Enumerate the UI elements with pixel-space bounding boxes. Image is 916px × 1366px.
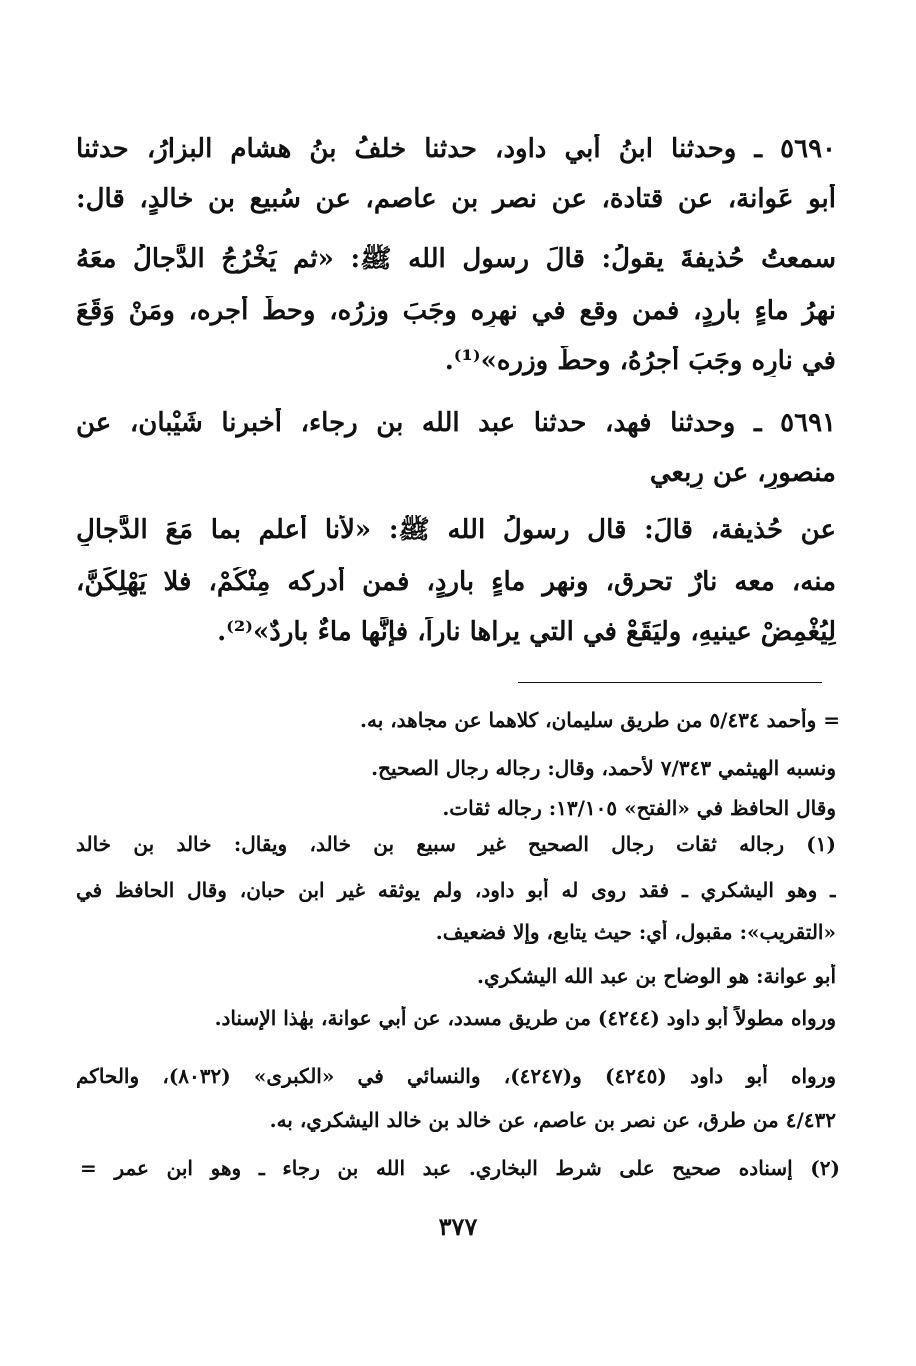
main-text-line: ٥٦٩١ ـ وحدثنا فهد، حدثنا عبد الله بن رجاء، أخبرنا شَيْبان، عن <box>76 408 836 438</box>
main-text-line: عن حُذيفة، قالَ: قال رسولُ الله ﷺ: «لأنا أعلم بما مَعَ الدَّجالِ <box>76 515 836 545</box>
main-text-line: في نارِه وجَبَ أجرُهُ، وحطَّ وزره»⁽¹⁾. <box>444 346 836 376</box>
footnote-line: (١) رجاله ثقات رجال الصحيح غير سبيع بن خالد، ويقال: خالد بن خالد <box>76 832 836 856</box>
main-text-line: أبو عَوانة، عن قتادة، عن نصر بن عاصم، عن سُبيع بن خالدٍ، قال: <box>76 184 836 214</box>
footnote-line: ـ وهو اليشكري ـ فقد روى له أبو داود، ولم يوثقه غير ابن حبان، وقال الحافظ في <box>76 878 836 902</box>
footnote-line: ونسبه الهيثمي ٧/٣٤٣ لأحمد، وقال: رجاله رجال الصحيح. <box>371 756 836 780</box>
main-text-line: منصورٍ، عن رِبعي <box>649 458 836 488</box>
footnote-line: (٢) إسناده صحيح على شرط البخاري. عبد الله بن رجاء ـ وهو ابن عمر = <box>80 1156 840 1180</box>
main-text-line: نهرُ ماءٍ باردٍ، فمن وقع في نهرِه وجَبَ وزرُه، وحطَّ أجره، ومَنْ وَقَعَ <box>76 296 836 326</box>
page-number: ٣٧٧ <box>438 1212 478 1241</box>
footnote-line: وقال الحافظ في «الفتح» ١٣/١٠٥: رجاله ثقات. <box>442 796 836 820</box>
main-text-line: ٥٦٩٠ ـ وحدثنا ابنُ أبي داود، حدثنا خلفُ بنُ هشام البزارُ، حدثنا <box>76 134 836 164</box>
footnote-line: ورواه مطولاً أبو داود (٤٢٤٤) من طريق مسدد، عن أبي عوانة، بهٰذا الإسناد. <box>214 1006 836 1030</box>
footnote-line: ٤/٤٣٢ من طرق، عن نصر بن عاصم، عن خالد بن خالد اليشكري، به. <box>269 1108 836 1132</box>
main-text-line: لِيُغْمِضْ عينيهِ، وليَقَعْ في التي يراها ناراً، فإنَّها ماءٌ باردٌ»⁽²⁾. <box>217 617 836 647</box>
footnote-line: «التقريب»: مقبول، أي: حيث يتابع، وإلا فضعيف. <box>435 920 836 944</box>
footnote-line: أبو عوانة: هو الوضاح بن عبد الله اليشكري. <box>476 964 836 988</box>
footnote-line: = وأحمد ٥/٤٣٤ من طريق سليمان، كلاهما عن مجاهد، به. <box>360 708 840 732</box>
footnote-separator <box>518 682 822 683</box>
footnote-line: ورواه أبو داود (٤٢٤٥) و(٤٢٤٧)، والنسائي في «الكبرى» (٨٠٣٢)، والحاكم <box>76 1064 836 1088</box>
main-text-line: سمعتُ حُذيفةَ يقولُ: قالَ رسول الله ﷺ: «ثم يَخْرُجُ الدَّجالُ معَهُ <box>76 244 836 274</box>
main-text-line: منه، معه نارٌ تحرق، ونهر ماءٍ باردٍ، فمن أدركه مِنْكُمْ، فلا يَهْلِكَنَّ، <box>76 567 836 597</box>
